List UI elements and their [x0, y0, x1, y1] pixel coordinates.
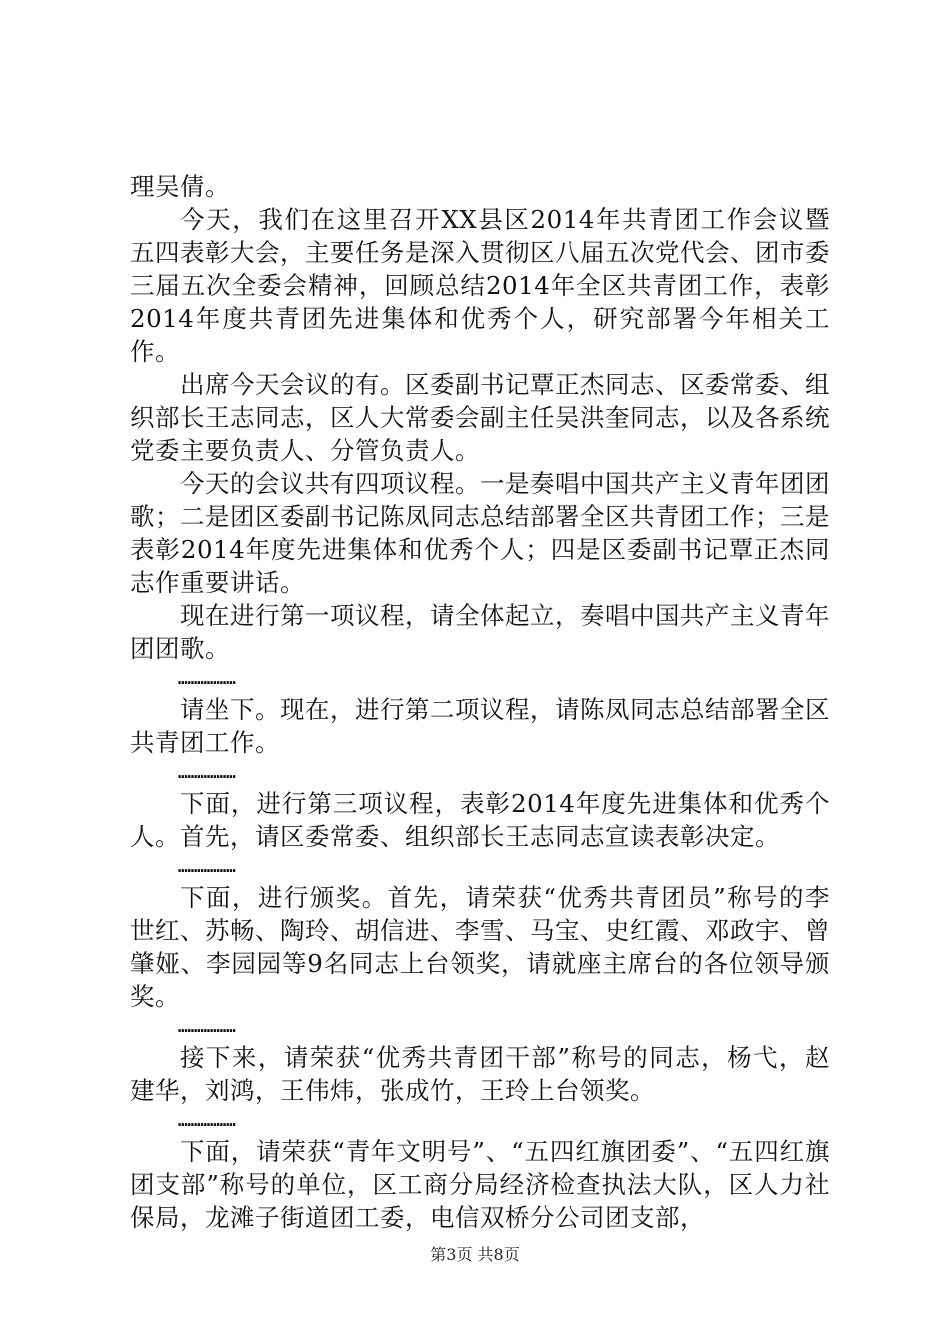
ellipsis-separator: ………………	[178, 669, 236, 688]
document-body	[130, 170, 830, 1234]
page-number-footer: 第3页 共8页	[430, 1245, 520, 1264]
paragraph: 下面，请荣获“青年文明号”、“五四红旗团委”、“五四红旗团支部”称号的单位，区工商分局经济检查执法大队，区人力社保局，龙滩子街道团工委，电信双桥分公司团支部，	[130, 1137, 830, 1232]
paragraph: 理吴倩。	[130, 172, 230, 201]
paragraph: 下面，进行颁奖。首先，请荣获“优秀共青团员”称号的李世红、苏畅、陶玲、胡信进、李雪、马宝、史红霞、邓政宇、曾肇娅、李园园等9名同志上台领奖，请就座主席台的各位领导颁奖。	[130, 883, 830, 1011]
paragraph: 今天的会议共有四项议程。一是奏唱中国共产主义青年团团歌；二是团区委副书记陈凤同志总结部署全区共青团工作；三是表彰2014年度先进集体和优秀个人；四是区委副书记覃正杰同志作重要讲话。	[130, 469, 830, 597]
ellipsis-separator: ………………	[178, 857, 236, 876]
ellipsis-separator: ………………	[178, 1017, 236, 1036]
paragraph: 接下来，请荣获“优秀共青团干部”称号的同志，杨弋，赵建华，刘鸿，王伟炜，张成竹，王玲上台领奖。	[130, 1043, 830, 1105]
ellipsis-separator: ………………	[178, 763, 236, 782]
paragraph: 今天，我们在这里召开XX县区2014年共青团工作会议暨五四表彰大会，主要任务是深入贯彻区八届五次党代会、团市委三届五次全委会精神，回顾总结2014年全区共青团工作，表彰2014年度共青团先进集体和优秀个人，研究部署今年相关工作。	[130, 205, 830, 366]
ellipsis-separator: ………………	[178, 1111, 236, 1130]
paragraph: 下面，进行第三项议程，表彰2014年度先进集体和优秀个人。首先，请区委常委、组织部长王志同志宣读表彰决定。	[130, 789, 830, 851]
paragraph: 现在进行第一项议程，请全体起立，奏唱中国共产主义青年团团歌。	[130, 601, 830, 663]
paragraph: 请坐下。现在，进行第二项议程，请陈凤同志总结部署全区共青团工作。	[130, 695, 830, 757]
paragraph: 出席今天会议的有。区委副书记覃正杰同志、区委常委、组织部长王志同志，区人大常委会副主任吴洪奎同志，以及各系统党委主要负责人、分管负责人。	[130, 370, 830, 465]
